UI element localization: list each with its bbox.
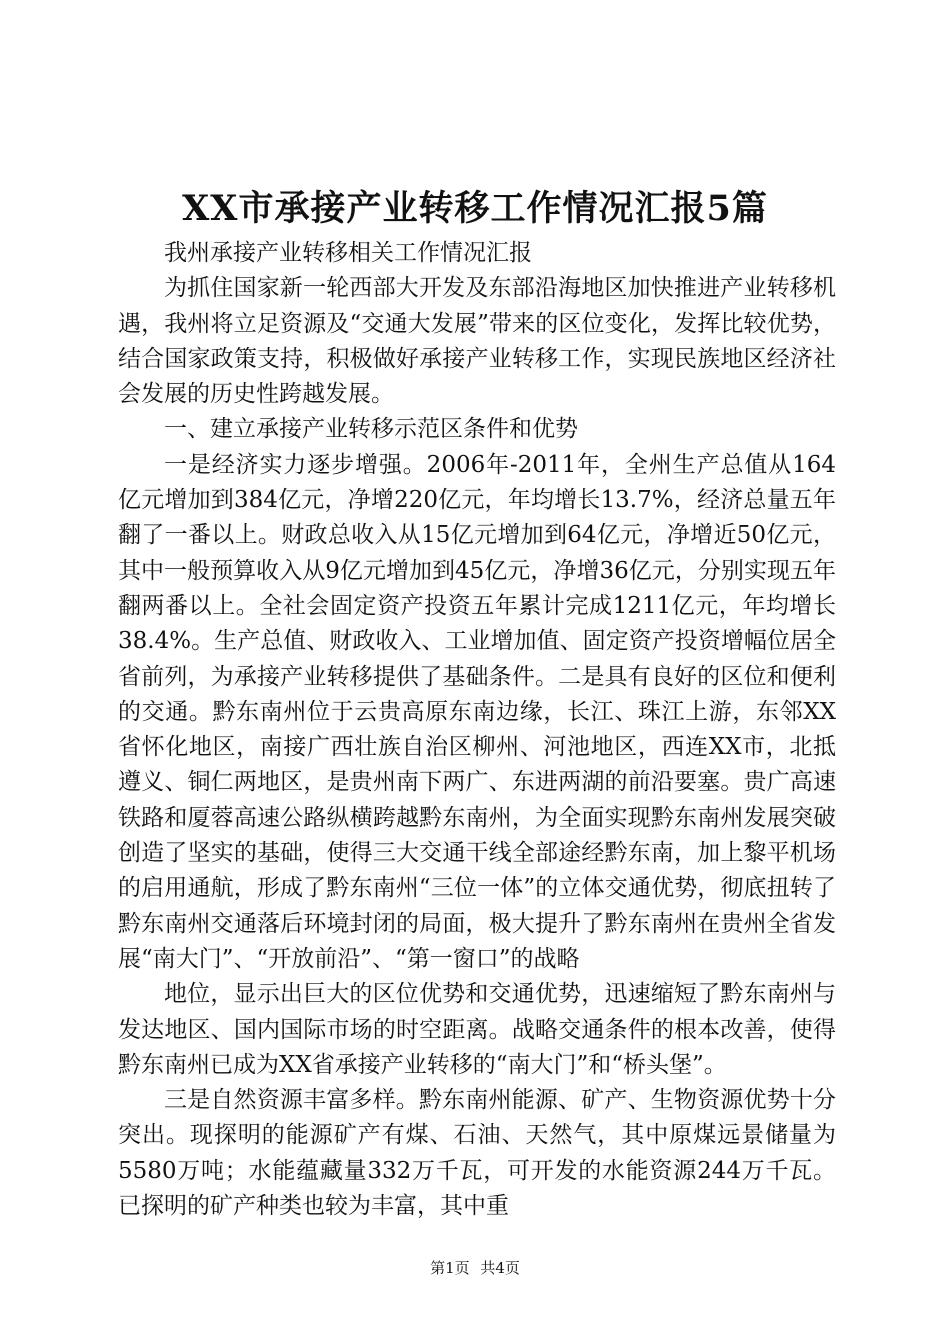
paragraph-subtitle: 我州承接产业转移相关工作情况汇报: [164, 240, 532, 266]
document-title: XX市承接产业转移工作情况汇报5篇: [182, 188, 768, 229]
page-total: 共4页: [480, 1259, 520, 1277]
page-number: 第1页: [430, 1259, 470, 1277]
page-footer: [0, 1258, 950, 1278]
paragraph-economy-location: 一是经济实力逐步增强。2006年-2011年，全州生产总值从164亿元增加到384亿元，净增220亿元，年均增长13.7%，经济总量五年翻了一番以上。财政总收入从15亿元增加到64亿元，净增近50亿元，其中一般预算收入从9亿元增加到45亿元，净增36亿元，分别实现五年翻两番以上。全社会固定资产投资五年累计完成1211亿元，年均增长38.4%。生产总值、财政收入、工业增加值、固定资产投资增幅位居全省前列，为承接产业转移提供了基础条件。二是具有良好的区位和便利的交通。黔东南州位于云贵高原东南边缘，长江、珠江上游，东邻XX省怀化地区，南接广西壮族自治区柳州、河池地区，西连XX市，北抵遵义、铜仁两地区，是贵州南下两广、东进两湖的前沿要塞。贵广高速铁路和厦蓉高速公路纵横跨越黔东南州，为全面实现黔东南州发展突破创造了坚实的基础，使得三大交通干线全部途经黔东南，加上黎平机场的启用通航，形成了黔东南州“三位一体”的立体交通优势，彻底扭转了黔东南州交通落后环境封闭的局面，极大提升了黔东南州在贵州全省发展“南大门”、“开放前沿”、“第一窗口”的战略: [118, 451, 836, 972]
paragraph-strategic-position: 地位，显示出巨大的区位优势和交通优势，迅速缩短了黔东南州与发达地区、国内国际市场的时空距离。战略交通条件的根本改善，使得黔东南州已成为XX省承接产业转移的“南大门”和“桥头堡”。: [118, 981, 836, 1078]
paragraph-natural-resources: 三是自然资源丰富多样。黔东南州能源、矿产、生物资源优势十分突出。现探明的能源矿产有煤、石油、天然气，其中原煤远景储量为5580万吨；水能蕴藏量332万千瓦，可开发的水能资源244万千瓦。已探明的矿产种类也较为丰富，其中重: [118, 1087, 836, 1220]
section-heading: 一、建立承接产业转移示范区条件和优势: [164, 416, 578, 443]
document-body: [118, 236, 836, 1224]
paragraph-intro: 为抓住国家新一轮西部大开发及东部沿海地区加快推进产业转移机遇，我州将立足资源及“交通大发展”带来的区位变化，发挥比较优势，结合国家政策支持，积极做好承接产业转移工作，实现民族地区经济社会发展的历史性跨越发展。: [118, 275, 836, 408]
